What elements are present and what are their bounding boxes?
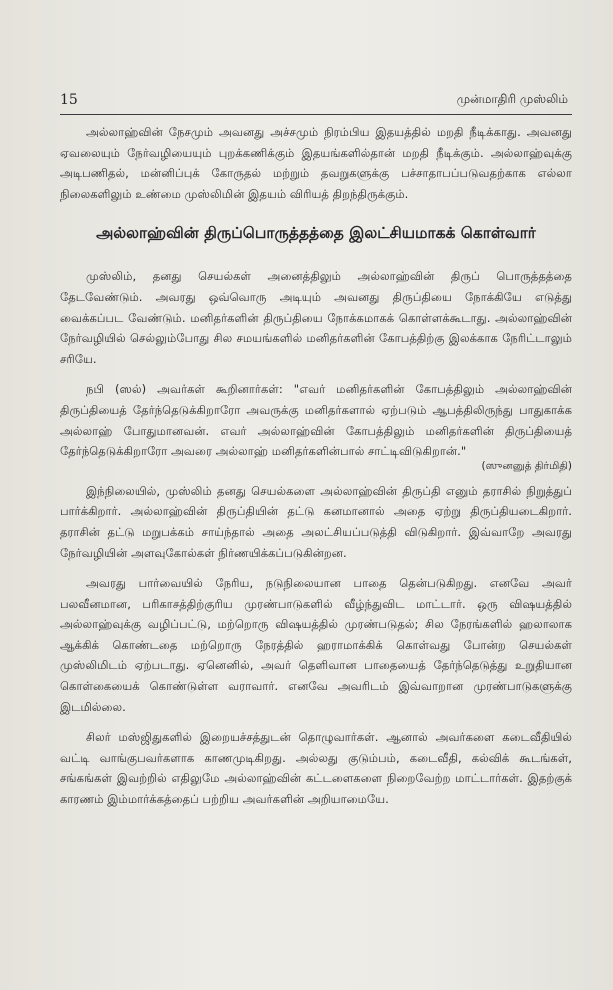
page-header [60,92,572,115]
intro-paragraph: அல்லாஹ்வின் நேசமும் அவனது அச்சமும் நிரம்பிய இதயத்தில் மறதி நீடிக்காது. அவனது ஏவலையும் நேர்வழியையும் புறக்கணிக்கும் இதயங்களில்தான் மறதி நீடிக்கும். அல்லாஹ்வுக்கு அடிபணிதல், மன்னிப்புக் கோருதல் மற்றும் தவறுகளுக்கு பச்சாதாபப்படுவதற்காக எல்லா நிலைகளிலும் உண்மை முஸ்லிமின் இதயம் விரியத் திறந்திருக்கும். [60,125,572,201]
running-title: முன்மாதிரி முஸ்லிம் [456,92,568,106]
body-paragraph: இந்நிலையில், முஸ்லிம் தனது செயல்களை அல்லாஹ்வின் திருப்தி எனும் தராசில் நிறுத்துப் பார்க்கிறார். அல்லாஹ்வின் திருப்தியின் தட்டு கனமானால் அதை ஏற்று திருப்தியடைகிறார். தராசின் தட்டு மறுபக்கம் சாய்ந்தால் அதை அலட்சியப்படுத்தி விடுகிறார். இவ்வாறே அவரது நேர்வழியின் அளவுகோல்கள் நிர்ணயிக்கப்படுகின்றன. [60,483,572,560]
quote-source: (ஸுனனுத் திர்மிதி) [481,459,572,472]
body-paragraph: அவரது பார்வையில் நேரிய, நடுநிலையான பாதை தென்படுகிறது. எனவே அவர் பலவீனமான, பரிகாசத்திற்குரிய முரண்பாடுகளில் வீழ்ந்துவிட மாட்டார். ஒரு விஷயத்தில் அல்லாஹ்வுக்கு வழிப்பட்டு, மற்றொரு விஷயத்தில் முரண்படுதல்; சில நேரங்களில் ஹலாலாக ஆக்கிக் கொண்டதை மற்றொரு நேரத்தில் ஹராமாக்கிக் கொள்வது போன்ற செயல்கள் முஸ்லிமிடம் ஏற்படாது. ஏனெனில், அவர் தெளிவான பாதையைத் தேர்ந்தெடுத்து உறுதியான கொள்கையைக் கொண்டுள்ள வராவார். எனவே அவரிடம் இவ்வாறான முரண்பாடுகளுக்கு இடமில்லை. [60,576,572,714]
body-paragraph: சிலர் மஸ்ஜிதுகளில் இறையச்சத்துடன் தொழுவார்கள். ஆனால் அவர்களை கடைவீதியில் வட்டி வாங்குபவர்களாக காணமுடிகிறது. அல்லது குடும்பம், கடைவீதி, கல்விக் கூடங்கள், சங்கங்கள் இவற்றில் எதிலுமே அல்லாஹ்வின் கட்டளைகளை நிறைவேற்ற மாட்டார்கள். இதற்குக் காரணம் இம்மார்க்கத்தைப் பற்றிய அவர்களின் அறியாமையே. [60,730,572,807]
page-content [60,122,572,820]
page-number: 15 [60,92,78,108]
hadith-quote: நபி (ஸல்) அவர்கள் கூறினார்கள்: "எவர் மனிதர்களின் கோபத்திலும் அல்லாஹ்வின் திருப்தியைத் தேர்ந்தெடுக்கிறாரோ அவருக்கு மனிதர்களால் ஏற்படும் ஆபத்திலிருந்து பாதுகாக்க அல்லாஹ் போதுமானவன். எவர் அல்லாஹ்வின் கோபத்திலும் மனிதர்களின் திருப்தியைத் தேர்ந்தெடுக்கிறாரோ அவரை அல்லாஹ் மனிதர்களின்பால் சாட்டிவிடுகிறான்." [60,382,572,459]
body-paragraph: முஸ்லிம், தனது செயல்கள் அனைத்திலும் அல்லாஹ்வின் திருப் பொருத்தத்தை தேடவேண்டும். அவரது ஒவ்வொரு அடியும் அவனது திருப்தியை நோக்கியே எடுத்து வைக்கப்பட வேண்டும். மனிதர்களின் திருப்தியை நோக்கமாகக் கொள்ளக்கூடாது. அல்லாஹ்வின் நேர்வழியில் செல்லும்போது சில சமயங்களில் மனிதர்களின் கோபத்திற்கு இலக்காக நேரிட்டாலும் சரியே. [60,269,572,366]
section-heading: அல்லாஹ்வின் திருப்பொருத்தத்தை இலட்சியமாகக் கொள்வார் [96,224,536,243]
hadith-quote-block [60,379,572,472]
